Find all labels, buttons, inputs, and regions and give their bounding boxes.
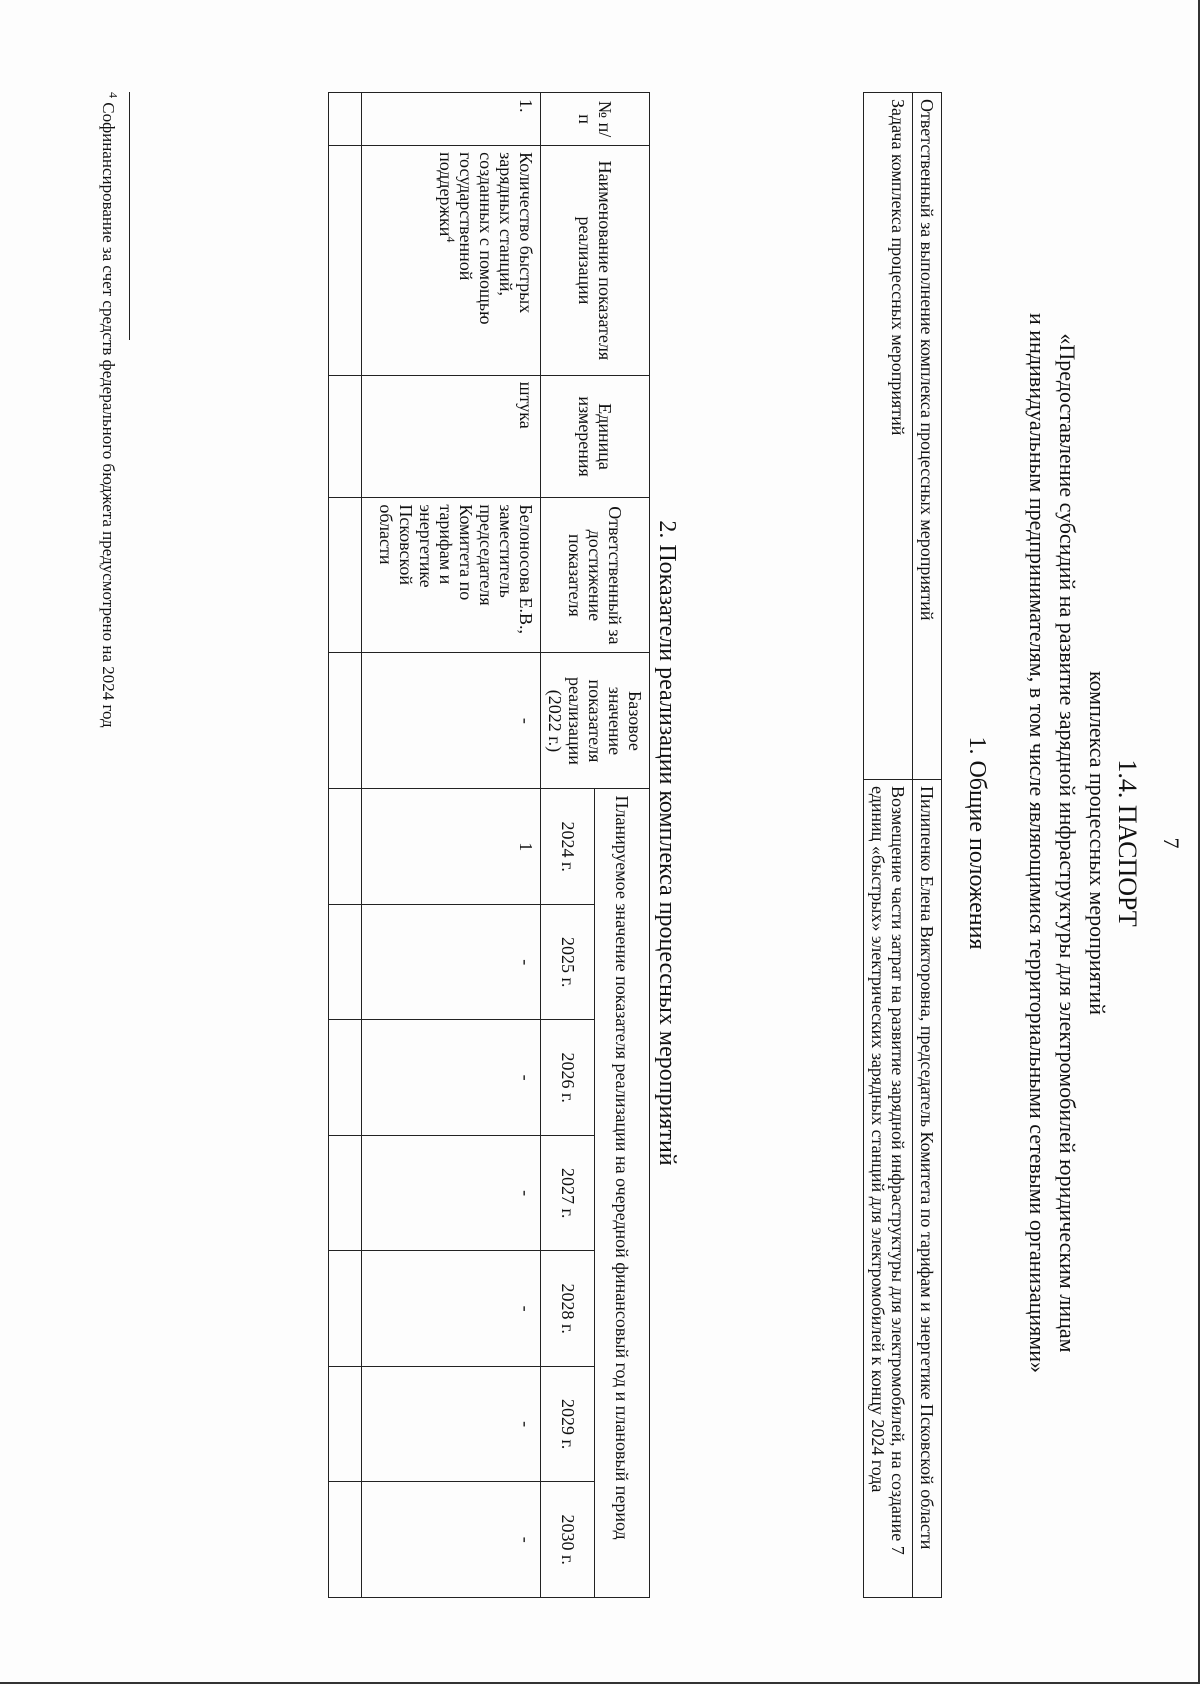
empty-cell <box>329 1020 362 1135</box>
header-unit: Единица измерения <box>541 375 650 498</box>
empty-cell <box>329 1251 362 1366</box>
header-num: № п/п <box>541 93 650 146</box>
row-year-value: - <box>362 1135 541 1250</box>
passport-name-line-1: «Предоставление субсидий на развитие зарядной инфраструктуры для электромобилей юридическим лицам <box>1055 333 1080 1353</box>
footnote-divider <box>129 92 130 340</box>
passport-name-line-2: и индивидуальным предпринимателям, в том числе являющимися территориальными сетевыми организациями» <box>1025 313 1050 1373</box>
empty-cell <box>329 1135 362 1250</box>
section-1-heading: 1. Общие положения <box>964 736 990 950</box>
empty-cell <box>329 653 362 789</box>
page-number: 7 <box>1159 837 1184 849</box>
header-year: 2027 г. <box>541 1135 596 1250</box>
header-responsible: Ответственный за достижение показателя <box>541 498 650 653</box>
empty-cell <box>329 498 362 653</box>
row-year-value: - <box>362 1366 541 1481</box>
table-row <box>913 93 942 1598</box>
indicators-table <box>328 92 650 1598</box>
empty-cell <box>329 93 362 146</box>
row-year-value: - <box>362 1020 541 1135</box>
table-row-empty <box>329 93 362 1598</box>
footnote-ref: 4 <box>444 236 458 243</box>
general-value-cell: Возмещение части затрат на развитие зарядной инфраструктуры для электромобилей, на создание 7 единиц «быстрых» электрических зарядных станций для электромобилей к концу 2024 года <box>864 780 913 1598</box>
footnote <box>98 92 121 728</box>
footnote-text: Софинансирование за счет средств федерального бюджета предусмотрено на 2024 год <box>99 98 118 728</box>
header-year: 2028 г. <box>541 1251 596 1366</box>
table-row <box>362 93 541 1598</box>
row-year-value: 1 <box>362 789 541 904</box>
row-year-value: - <box>362 1482 541 1598</box>
header-year: 2025 г. <box>541 904 596 1019</box>
row-indicator-name <box>362 146 541 376</box>
header-planned-value: Планируемое значение показателя реализации на очередной финансовый год и плановый период <box>595 789 650 1598</box>
general-label-cell: Задача комплекса процессных мероприятий <box>864 93 913 780</box>
empty-cell <box>329 1482 362 1598</box>
empty-cell <box>329 789 362 904</box>
footnote-mark: 4 <box>106 92 121 98</box>
general-provisions-table <box>863 92 942 1598</box>
table-row <box>864 93 913 1598</box>
empty-cell <box>329 146 362 376</box>
passport-title: 1.4. ПАСПОРТ <box>1113 759 1142 927</box>
row-year-value: - <box>362 1251 541 1366</box>
indicator-name-text: Количество быстрых зарядных станций, созданных с помощью государственной поддержки <box>436 152 536 325</box>
row-unit: штука <box>362 375 541 498</box>
header-name: Наименование показателя реализации <box>541 146 650 376</box>
row-num: 1. <box>362 93 541 146</box>
section-2-heading: 2. Показатели реализации комплекса процессных мероприятий <box>654 520 680 1166</box>
general-value-cell: Пилипенко Елена Викторовна, председатель Комитета по тарифам и энергетике Псковской области <box>913 780 942 1598</box>
row-base-value: - <box>362 653 541 789</box>
empty-cell <box>329 375 362 498</box>
header-year: 2026 г. <box>541 1020 596 1135</box>
row-year-value: - <box>362 904 541 1019</box>
header-year: 2030 г. <box>541 1482 596 1598</box>
header-base-value: Базовое значение показателя реализации (2022 г.) <box>541 653 650 789</box>
passport-title-block <box>1022 0 1142 1686</box>
header-row <box>595 93 650 1598</box>
passport-subtitle: комплекса процессных мероприятий <box>1085 671 1110 1015</box>
header-year: 2029 г. <box>541 1366 596 1481</box>
header-year: 2024 г. <box>541 789 596 904</box>
empty-cell <box>329 904 362 1019</box>
row-responsible: Белоносова Е.В., заместитель председателя Комитета по тарифам и энергетике Псковской области <box>362 498 541 653</box>
general-label-cell: Ответственный за выполнение комплекса процессных мероприятий <box>913 93 942 780</box>
empty-cell <box>329 1366 362 1481</box>
